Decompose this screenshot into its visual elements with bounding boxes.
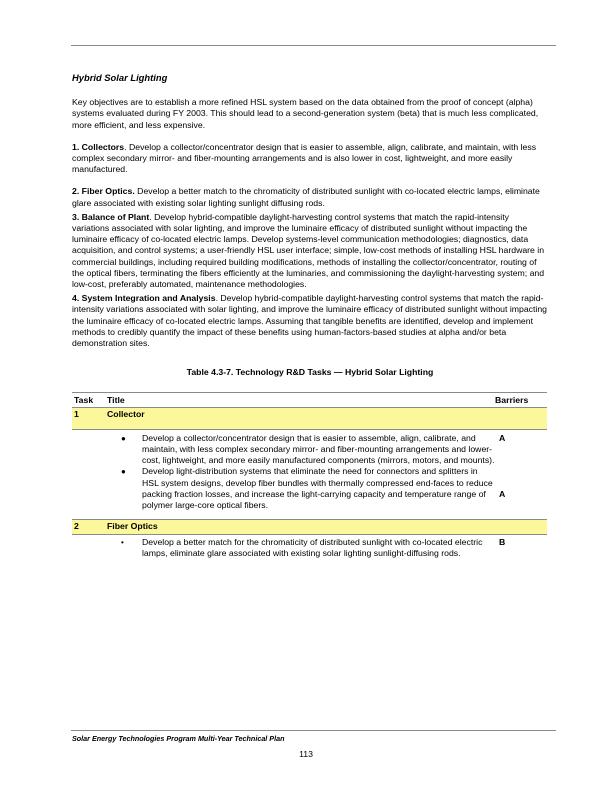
footer-rule bbox=[71, 730, 556, 731]
table-header-row bbox=[72, 393, 547, 407]
task-group-row bbox=[72, 407, 547, 429]
objective-text: . Develop hybrid-compatible daylight-harvesting control systems that match the rapid-intensity variations associated with solar lighting, and improve the luminaire efficacy of distributed sunlight without impacting the luminaire efficacy of co-located electric lamps. Develop systems-level communication methodologies; diagnostics, data acquisition, and control systems; a user-friendly HSL user interface; simple, low-cost methods of installing HSL hardware in commercial buildings, including required building modifications, methods of installing the collector/concentrator, routing of the optical fibers, terminating the fibers efficiently at the luminaries, and commissioning the daylight-harvesting system; and low-cost, preferably automated, maintenance methodologies. bbox=[72, 211, 545, 290]
barrier-cell bbox=[495, 534, 547, 559]
task-group-row bbox=[72, 520, 547, 534]
bullet-icon: • bbox=[121, 537, 124, 547]
bullet-text: Develop a better match for the chromaticity of distributed sunlight with co-located electric lamps, eliminate glare associated with existing solar lighting sunlight-diffusing rods. bbox=[142, 536, 483, 558]
barrier-code: B bbox=[499, 536, 506, 547]
barrier-code: A bbox=[499, 432, 506, 443]
page-number: 113 bbox=[299, 749, 313, 759]
barrier-cell bbox=[495, 429, 547, 519]
intro-paragraph: Key objectives are to establish a more refined HSL system based on the data obtained from the proof of concept (alpha) systems evaluated during FY 2003. This should lead to a second-generation system (beta) that is much less complicated, more efficient, and less expensive. bbox=[72, 97, 539, 130]
task-number: 1 bbox=[72, 407, 107, 429]
header-barriers: Barriers bbox=[495, 393, 547, 407]
objective-collectors bbox=[72, 142, 548, 176]
bullet-icon: ● bbox=[121, 433, 126, 443]
bullet-icon: ● bbox=[121, 467, 126, 477]
barrier-code: A bbox=[499, 489, 506, 500]
table-row bbox=[72, 534, 547, 559]
objective-heading: 2. Fiber Optics. bbox=[72, 186, 135, 197]
page-content bbox=[72, 72, 548, 559]
task-barrier-empty bbox=[495, 407, 547, 429]
header-task: Task bbox=[72, 393, 107, 407]
section-title: Hybrid Solar Lighting bbox=[72, 72, 168, 83]
objective-text: . Develop hybrid-compatible daylight-harvesting control systems that match the rapid-intensity variations associated with solar lighting, and improve the luminaire efficacy of distributed sunlight without impacting the luminaire efficacy of co-located electric lamps. Assuming that tangible benefits are identified, develop and implement methods to credibly quantify the impact of these benefits using human-factors-based studies at alpha and/or beta demonstration sites. bbox=[72, 293, 547, 349]
bullet-list bbox=[107, 433, 495, 511]
objective-balance-of-plant bbox=[72, 212, 548, 290]
task-number-empty bbox=[72, 429, 107, 519]
list-item bbox=[121, 466, 495, 511]
list-item bbox=[121, 433, 495, 467]
objective-heading: 3. Balance of Plant bbox=[72, 211, 150, 222]
bullet-text: Develop light-distribution systems that eliminate the need for connectors and splitters in HSL system designs, develop fiber bundles with thermally compressed end-faces to reduce packing fraction losses, and increase the light-carrying capacity and temperature range of polymer large-core optical fibers. bbox=[142, 466, 493, 511]
header-title: Title bbox=[107, 393, 495, 407]
task-number-empty bbox=[72, 534, 107, 559]
footer-title: Solar Energy Technologies Program Multi-Year Technical Plan bbox=[72, 734, 285, 743]
objective-text: . Develop a collector/concentrator design that is easier to assemble, align, calibrate, and maintain, with less complex secondary mirror- and fiber-mounting arrangements and is also lower in cost, lightweight, and more easily manufactured. bbox=[72, 141, 537, 175]
objective-system-integration bbox=[72, 293, 548, 349]
objective-text: Develop a better match to the chromaticity of distributed sunlight with co-located electric lamps, eliminate glare associated with existing solar lighting sunlight diffusing rods. bbox=[72, 186, 540, 208]
bullet-list bbox=[107, 537, 495, 559]
task-title: Fiber Optics bbox=[107, 520, 495, 534]
rd-tasks-table bbox=[72, 392, 547, 558]
objective-heading: 4. System Integration and Analysis bbox=[72, 293, 216, 304]
task-number: 2 bbox=[72, 520, 107, 534]
header-rule bbox=[71, 45, 556, 46]
task-title: Collector bbox=[107, 407, 495, 429]
table-caption: Table 4.3-7. Technology R&D Tasks — Hybrid Solar Lighting bbox=[186, 367, 434, 378]
task-bullets-cell bbox=[107, 429, 495, 519]
objective-fiber-optics bbox=[72, 186, 548, 208]
objective-heading: 1. Collectors bbox=[72, 141, 125, 152]
task-bullets-cell bbox=[107, 534, 495, 559]
bullet-text: Develop a collector/concentrator design that is easier to assemble, align, calibrate, and maintain, with less complex secondary mirror- and fiber-mounting arrangements and lower-cost, lightweight, and more easily manufactured components (mirrors, motors, and mounts). bbox=[142, 432, 495, 466]
list-item bbox=[121, 537, 495, 559]
table-row bbox=[72, 429, 547, 519]
task-barrier-empty bbox=[495, 520, 547, 534]
